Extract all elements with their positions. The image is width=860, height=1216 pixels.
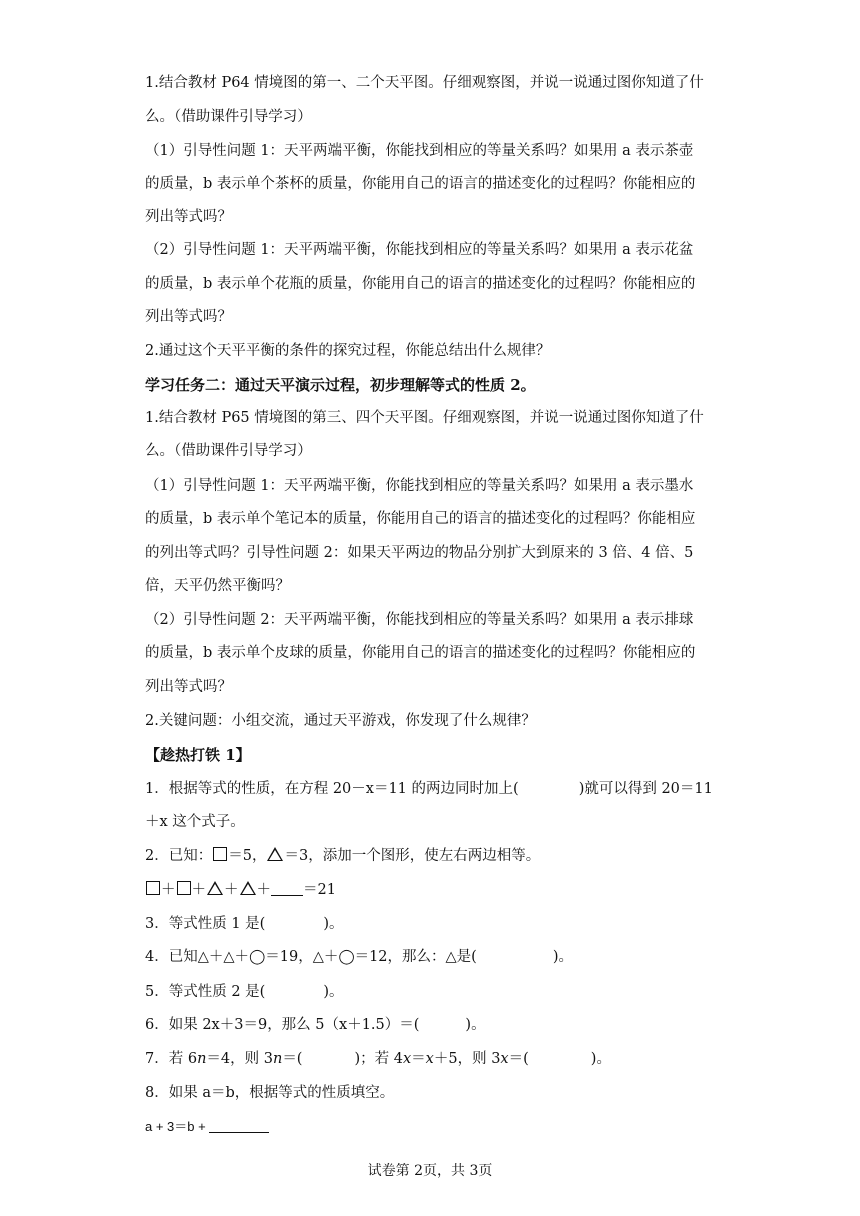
square-icon	[177, 881, 191, 895]
triangle-icon	[207, 881, 223, 895]
s2-q1-line3: 的列出等式吗？引导性问题 2：如果天平两边的物品分别扩大到原来的 3 倍、4 倍、5	[145, 545, 694, 561]
practice-1-line2: ＋x 这个式子。	[145, 814, 245, 830]
practice-3: 3．等式性质 1 是( )。	[145, 916, 344, 932]
s1-item2: 2.通过这个天平平衡的条件的探究过程，你能总结出什么规律？	[145, 343, 551, 359]
answer-blank-2[interactable]	[271, 881, 303, 896]
practice-8: 8．如果 a＝b，根据等式的性质填空。	[145, 1085, 395, 1101]
practice-5: 5．等式性质 2 是( )。	[145, 984, 344, 1000]
triangle-icon	[240, 881, 256, 895]
s2-item1-line2: 么。（借助课件引导学习）	[145, 443, 312, 459]
practice-7: 7．若 6n＝4，则 3n＝( )；若 4x＝x＋5，则 3x＝( )。	[145, 1051, 611, 1067]
practice-2-line2: ＋ ＋ ＋ ＋ ＝21	[145, 880, 336, 900]
practice-1-line1: 1．根据等式的性质，在方程 20－x＝11 的两边同时加上( )就可以得到 20＝11	[145, 781, 713, 797]
practice-heading: 【趁热打铁 1】	[145, 746, 251, 764]
s2-q2-line2: 的质量，b 表示单个皮球的质量，你能用自己的语言的描述变化的过程吗？你能相应的	[145, 645, 696, 661]
page-footer: 试卷第 2页，共 3页	[367, 1163, 493, 1179]
answer-blank-8[interactable]	[209, 1118, 269, 1133]
s2-q2-line1: （2）引导性问题 2：天平两端平衡，你能找到相应的等量关系吗？如果用 a 表示排球	[145, 612, 694, 628]
practice-6: 6．如果 2x＋3＝9，那么 5（x＋1.5）＝( )。	[145, 1017, 486, 1033]
practice-2-line1: 2．已知： ＝5， ＝3，添加一个图形，使左右两边相等。	[145, 848, 541, 864]
square-icon	[213, 847, 227, 861]
triangle-icon	[267, 847, 283, 861]
s1-q2-line1: （2）引导性问题 1：天平两端平衡，你能找到相应的等量关系吗？如果用 a 表示花盆	[145, 242, 694, 258]
s1-q1-line3: 列出等式吗？	[145, 209, 232, 225]
s2-item1-line1: 1.结合教材 P65 情境图的第三、四个天平图。仔细观察图，并说一说通过图你知道了什	[145, 410, 704, 426]
s2-q1-line2: 的质量，b 表示单个笔记本的质量，你能用自己的语言的描述变化的过程吗？你能相应	[145, 511, 696, 527]
s1-q1-line2: 的质量，b 表示单个茶杯的质量，你能用自己的语言的描述变化的过程吗？你能相应的	[145, 176, 696, 192]
s2-q1-line1: （1）引导性问题 1：天平两端平衡，你能找到相应的等量关系吗？如果用 a 表示墨水	[145, 478, 694, 494]
square-icon	[146, 881, 160, 895]
s2-q1-line4: 倍，天平仍然平衡吗？	[145, 578, 290, 594]
s1-item1-line1: 1.结合教材 P64 情境图的第一、二个天平图。仔细观察图，并说一说通过图你知道了什	[145, 75, 704, 91]
practice-8-equation: a + 3＝b +	[145, 1117, 269, 1137]
s2-q2-line3: 列出等式吗？	[145, 679, 232, 695]
s1-q2-line3: 列出等式吗？	[145, 309, 232, 325]
section2-heading: 学习任务二：通过天平演示过程，初步理解等式的性质 2。	[145, 376, 536, 394]
s1-q1-line1: （1）引导性问题 1：天平两端平衡，你能找到相应的等量关系吗？如果用 a 表示茶壶	[145, 143, 694, 159]
s1-item1-line2: 么。（借助课件引导学习）	[145, 109, 312, 125]
s1-q2-line2: 的质量，b 表示单个花瓶的质量，你能用自己的语言的描述变化的过程吗？你能相应的	[145, 276, 696, 292]
practice-4: 4．已知△＋△＋◯＝19，△＋◯＝12，那么：△是( )。	[145, 949, 574, 965]
s2-item2: 2.关键问题：小组交流，通过天平游戏，你发现了什么规律？	[145, 713, 536, 729]
